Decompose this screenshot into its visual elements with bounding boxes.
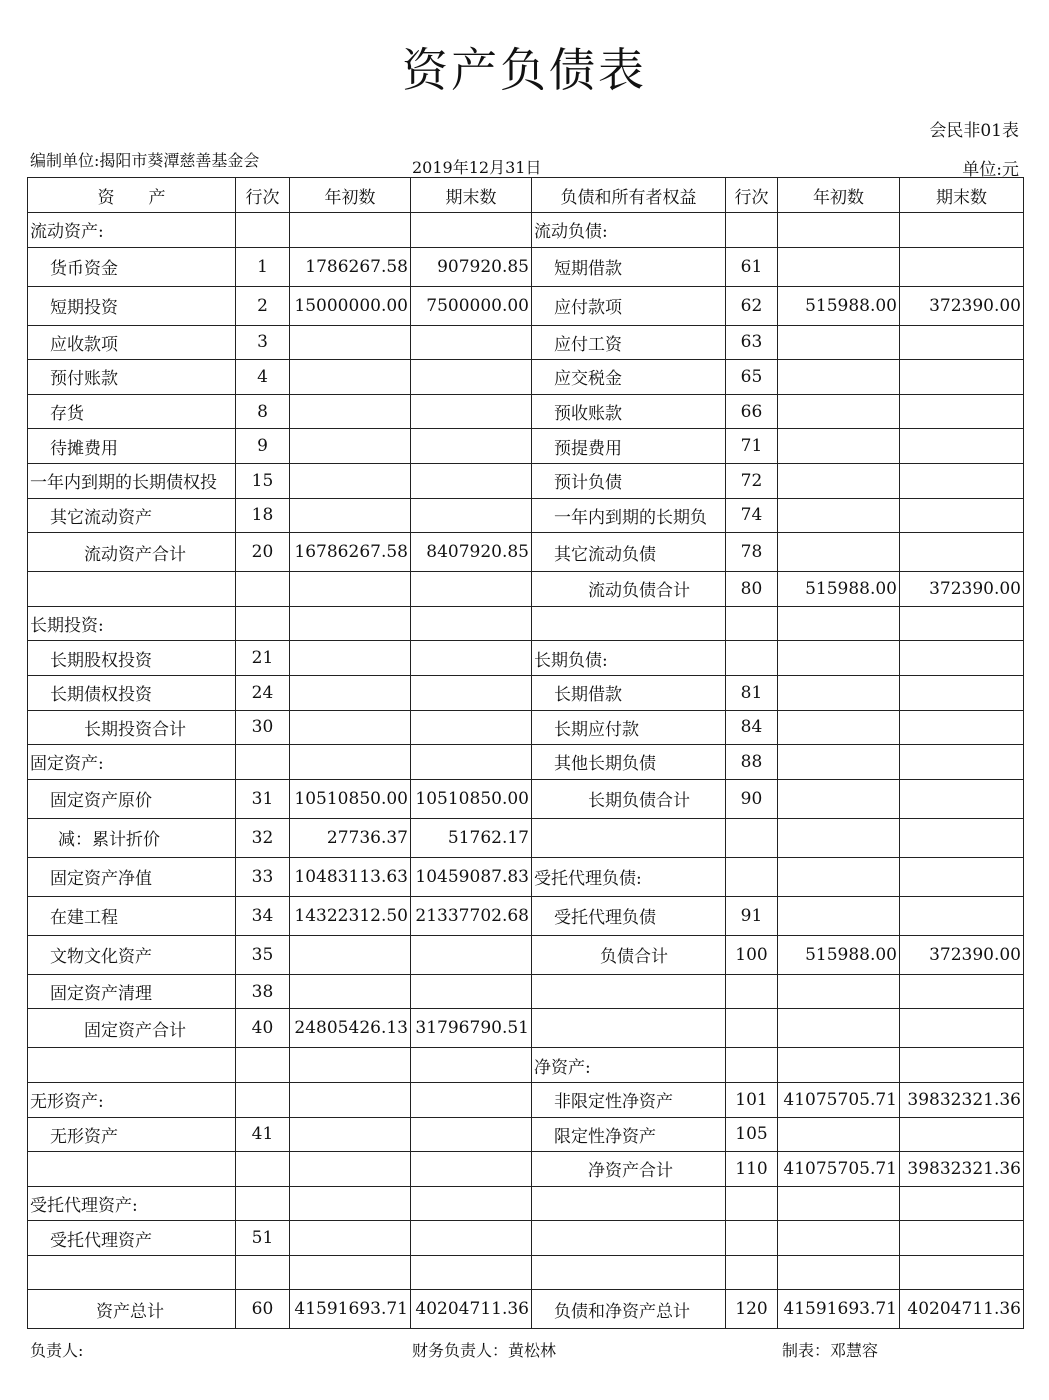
liability-begin-value [778, 974, 900, 1009]
asset-line-no: 18 [236, 498, 290, 533]
asset-end-value [411, 641, 532, 676]
asset-begin-value [290, 1082, 411, 1117]
asset-begin-value [290, 935, 411, 974]
liability-line-no: 71 [726, 429, 778, 464]
table-row [28, 1290, 1024, 1329]
asset-label: 固定资产清理 [28, 974, 236, 1009]
asset-begin-value [290, 1186, 411, 1221]
asset-label [28, 1048, 236, 1083]
liability-label: 流动负债: [532, 213, 726, 248]
liability-line-no: 120 [726, 1290, 778, 1329]
liability-end-value [900, 429, 1024, 464]
liability-label: 一年内到期的长期负 [532, 498, 726, 533]
asset-begin-value [290, 360, 411, 395]
asset-end-value [411, 1082, 532, 1117]
liability-line-no: 81 [726, 675, 778, 710]
liability-begin-value [778, 1009, 900, 1048]
asset-begin-value: 24805426.13 [290, 1009, 411, 1048]
asset-label: 在建工程 [28, 896, 236, 935]
header-end-balance: 期末数 [411, 178, 532, 213]
asset-label: 固定资产净值 [28, 857, 236, 896]
liability-label [532, 1009, 726, 1048]
table-row [28, 429, 1024, 464]
asset-end-value: 907920.85 [411, 247, 532, 286]
asset-line-no [236, 1082, 290, 1117]
table-row [28, 325, 1024, 360]
liability-end-value: 372390.00 [900, 286, 1024, 325]
liability-label: 预提费用 [532, 429, 726, 464]
liability-end-value [900, 710, 1024, 745]
asset-end-value [411, 498, 532, 533]
asset-begin-value: 41591693.71 [290, 1290, 411, 1329]
asset-line-no: 1 [236, 247, 290, 286]
liability-line-no: 110 [726, 1152, 778, 1187]
asset-begin-value [290, 1152, 411, 1187]
asset-line-no: 15 [236, 463, 290, 498]
liability-label: 非限定性净资产 [532, 1082, 726, 1117]
asset-begin-value: 14322312.50 [290, 896, 411, 935]
liability-line-no [726, 213, 778, 248]
liability-begin-value [778, 325, 900, 360]
liability-label [532, 1255, 726, 1290]
liability-end-value [900, 641, 1024, 676]
asset-begin-value: 15000000.00 [290, 286, 411, 325]
asset-begin-value [290, 498, 411, 533]
asset-line-no [236, 1152, 290, 1187]
liability-label: 短期借款 [532, 247, 726, 286]
asset-label: 固定资产原价 [28, 779, 236, 818]
table-row [28, 1255, 1024, 1290]
liability-end-value [900, 463, 1024, 498]
asset-line-no: 60 [236, 1290, 290, 1329]
table-body [28, 213, 1024, 1329]
asset-line-no: 51 [236, 1221, 290, 1256]
liability-line-no [726, 606, 778, 641]
liability-begin-value: 515988.00 [778, 572, 900, 607]
liability-line-no [726, 857, 778, 896]
liability-label: 长期负债合计 [532, 779, 726, 818]
asset-line-no: 41 [236, 1117, 290, 1152]
liability-label: 净资产: [532, 1048, 726, 1083]
asset-end-value: 21337702.68 [411, 896, 532, 935]
asset-end-value [411, 1186, 532, 1221]
liability-end-value [900, 896, 1024, 935]
liability-begin-value [778, 857, 900, 896]
liability-begin-value: 41591693.71 [778, 1290, 900, 1329]
table-row [28, 779, 1024, 818]
asset-begin-value: 27736.37 [290, 818, 411, 857]
liability-begin-value [778, 247, 900, 286]
liability-end-value: 39832321.36 [900, 1082, 1024, 1117]
asset-label: 长期股权投资 [28, 641, 236, 676]
liability-begin-value [778, 360, 900, 395]
liability-begin-value: 41075705.71 [778, 1152, 900, 1187]
liability-end-value [900, 675, 1024, 710]
asset-label: 应收款项 [28, 325, 236, 360]
liability-end-value [900, 974, 1024, 1009]
liability-begin-value [778, 429, 900, 464]
asset-label: 固定资产合计 [28, 1009, 236, 1048]
liability-end-value [900, 1048, 1024, 1083]
liability-line-no: 84 [726, 710, 778, 745]
table-row [28, 857, 1024, 896]
liability-label [532, 818, 726, 857]
liability-end-value [900, 745, 1024, 780]
asset-begin-value [290, 1117, 411, 1152]
liability-end-value [900, 857, 1024, 896]
asset-line-no: 40 [236, 1009, 290, 1048]
liability-label: 长期借款 [532, 675, 726, 710]
liability-end-value: 372390.00 [900, 935, 1024, 974]
liability-label [532, 1186, 726, 1221]
asset-begin-value [290, 1048, 411, 1083]
asset-begin-value [290, 974, 411, 1009]
header-liabilities-equity: 负债和所有者权益 [532, 178, 726, 213]
table-header-row [28, 178, 1024, 213]
liability-end-value [900, 247, 1024, 286]
liability-begin-value: 515988.00 [778, 935, 900, 974]
liability-line-no: 65 [726, 360, 778, 395]
liability-line-no: 62 [726, 286, 778, 325]
footer-finance-officer: 财务负责人：黄松林 [412, 1341, 557, 1360]
asset-end-value [411, 710, 532, 745]
liability-line-no: 66 [726, 394, 778, 429]
table-row [28, 818, 1024, 857]
liability-label [532, 1221, 726, 1256]
header-line-no: 行次 [236, 178, 290, 213]
liability-begin-value [778, 818, 900, 857]
asset-begin-value [290, 675, 411, 710]
liability-end-value [900, 213, 1024, 248]
liability-line-no [726, 974, 778, 1009]
liability-label [532, 974, 726, 1009]
asset-end-value [411, 394, 532, 429]
asset-line-no [236, 572, 290, 607]
asset-begin-value [290, 213, 411, 248]
asset-label [28, 1152, 236, 1187]
liability-end-value: 372390.00 [900, 572, 1024, 607]
table-row [28, 1048, 1024, 1083]
liability-line-no: 72 [726, 463, 778, 498]
liability-begin-value [778, 606, 900, 641]
table-row [28, 935, 1024, 974]
liability-end-value [900, 779, 1024, 818]
asset-label: 固定资产: [28, 745, 236, 780]
asset-label: 一年内到期的长期债权投 [28, 463, 236, 498]
footer-preparer: 制表：邓慧容 [782, 1341, 879, 1360]
liability-line-no: 74 [726, 498, 778, 533]
asset-line-no: 33 [236, 857, 290, 896]
asset-label: 流动资产合计 [28, 533, 236, 572]
liability-end-value [900, 1186, 1024, 1221]
liability-begin-value [778, 498, 900, 533]
header-assets: 资 产 [28, 178, 236, 213]
liability-label: 应付工资 [532, 325, 726, 360]
liability-line-no [726, 1221, 778, 1256]
liability-end-value [900, 325, 1024, 360]
liability-label: 预计负债 [532, 463, 726, 498]
asset-end-value [411, 325, 532, 360]
table-row [28, 1009, 1024, 1048]
asset-end-value [411, 1048, 532, 1083]
liability-begin-value: 515988.00 [778, 286, 900, 325]
asset-label: 无形资产: [28, 1082, 236, 1117]
liability-line-no: 78 [726, 533, 778, 572]
table-row [28, 1117, 1024, 1152]
asset-begin-value: 10483113.63 [290, 857, 411, 896]
asset-end-value [411, 463, 532, 498]
liability-line-no [726, 1255, 778, 1290]
asset-line-no [236, 606, 290, 641]
liability-label: 其它流动负债 [532, 533, 726, 572]
asset-end-value [411, 606, 532, 641]
asset-end-value [411, 974, 532, 1009]
liability-line-no: 101 [726, 1082, 778, 1117]
asset-line-no: 24 [236, 675, 290, 710]
table-row [28, 1082, 1024, 1117]
asset-label: 受托代理资产: [28, 1186, 236, 1221]
asset-label: 无形资产 [28, 1117, 236, 1152]
liability-begin-value [778, 710, 900, 745]
asset-label: 长期投资: [28, 606, 236, 641]
asset-line-no: 30 [236, 710, 290, 745]
table-row [28, 675, 1024, 710]
asset-label: 减：累计折价 [28, 818, 236, 857]
liability-line-no [726, 1186, 778, 1221]
liability-label: 限定性净资产 [532, 1117, 726, 1152]
liability-line-no [726, 818, 778, 857]
asset-begin-value [290, 745, 411, 780]
asset-end-value: 40204711.36 [411, 1290, 532, 1329]
table-row [28, 641, 1024, 676]
asset-begin-value [290, 641, 411, 676]
liability-begin-value [778, 745, 900, 780]
liability-end-value [900, 606, 1024, 641]
asset-end-value [411, 1255, 532, 1290]
asset-line-no: 2 [236, 286, 290, 325]
liability-label: 长期应付款 [532, 710, 726, 745]
liability-end-value [900, 360, 1024, 395]
liability-line-no: 90 [726, 779, 778, 818]
liability-end-value [900, 1255, 1024, 1290]
asset-end-value [411, 1152, 532, 1187]
asset-label: 待摊费用 [28, 429, 236, 464]
report-date: 2019年12月31日 [412, 158, 542, 177]
liability-label: 长期负债: [532, 641, 726, 676]
liability-label: 应交税金 [532, 360, 726, 395]
asset-line-no: 34 [236, 896, 290, 935]
table-row [28, 286, 1024, 325]
asset-label: 预付账款 [28, 360, 236, 395]
footer-leader: 负责人: [30, 1341, 84, 1360]
asset-end-value [411, 745, 532, 780]
liability-label: 受托代理负债: [532, 857, 726, 896]
liability-begin-value [778, 779, 900, 818]
liability-end-value [900, 1009, 1024, 1048]
asset-begin-value [290, 463, 411, 498]
liability-begin-value [778, 896, 900, 935]
asset-begin-value: 1786267.58 [290, 247, 411, 286]
asset-begin-value: 10510850.00 [290, 779, 411, 818]
liability-line-no [726, 641, 778, 676]
asset-line-no: 35 [236, 935, 290, 974]
table-row [28, 745, 1024, 780]
asset-begin-value [290, 710, 411, 745]
asset-line-no [236, 213, 290, 248]
asset-line-no [236, 745, 290, 780]
asset-label [28, 572, 236, 607]
balance-sheet-table [27, 177, 1024, 1329]
liability-end-value [900, 1221, 1024, 1256]
asset-line-no: 8 [236, 394, 290, 429]
liability-line-no [726, 1048, 778, 1083]
liability-end-value [900, 394, 1024, 429]
table-row [28, 896, 1024, 935]
liability-line-no [726, 1009, 778, 1048]
asset-line-no: 31 [236, 779, 290, 818]
asset-end-value: 10510850.00 [411, 779, 532, 818]
asset-end-value [411, 360, 532, 395]
table-row [28, 572, 1024, 607]
asset-end-value [411, 1221, 532, 1256]
liability-begin-value [778, 641, 900, 676]
liability-line-no: 61 [726, 247, 778, 286]
asset-end-value: 8407920.85 [411, 533, 532, 572]
asset-line-no [236, 1186, 290, 1221]
asset-end-value [411, 213, 532, 248]
asset-line-no [236, 1255, 290, 1290]
asset-begin-value: 16786267.58 [290, 533, 411, 572]
liability-label: 其他长期负债 [532, 745, 726, 780]
asset-begin-value [290, 606, 411, 641]
asset-begin-value [290, 1255, 411, 1290]
asset-line-no: 32 [236, 818, 290, 857]
liability-line-no: 80 [726, 572, 778, 607]
header-begin-balance: 年初数 [290, 178, 411, 213]
header-line-no: 行次 [726, 178, 778, 213]
asset-label: 长期投资合计 [28, 710, 236, 745]
asset-label: 存货 [28, 394, 236, 429]
table-row [28, 533, 1024, 572]
table-row [28, 394, 1024, 429]
asset-label: 其它流动资产 [28, 498, 236, 533]
asset-line-no: 38 [236, 974, 290, 1009]
liability-label [532, 606, 726, 641]
asset-end-value [411, 1117, 532, 1152]
reporting-organization: 编制单位:揭阳市葵潭慈善基金会 [30, 151, 260, 170]
asset-end-value [411, 572, 532, 607]
asset-end-value [411, 675, 532, 710]
liability-end-value [900, 1117, 1024, 1152]
table-row [28, 498, 1024, 533]
liability-label: 受托代理负债 [532, 896, 726, 935]
liability-begin-value: 41075705.71 [778, 1082, 900, 1117]
liability-begin-value [778, 675, 900, 710]
liability-line-no: 91 [726, 896, 778, 935]
asset-line-no: 4 [236, 360, 290, 395]
currency-unit: 单位:元 [962, 160, 1019, 180]
liability-label: 净资产合计 [532, 1152, 726, 1187]
asset-end-value: 10459087.83 [411, 857, 532, 896]
asset-label: 货币资金 [28, 247, 236, 286]
asset-end-value: 31796790.51 [411, 1009, 532, 1048]
table-row [28, 360, 1024, 395]
table-row [28, 247, 1024, 286]
asset-begin-value [290, 394, 411, 429]
header-begin-balance: 年初数 [778, 178, 900, 213]
table-row [28, 710, 1024, 745]
asset-end-value: 7500000.00 [411, 286, 532, 325]
asset-label: 短期投资 [28, 286, 236, 325]
liability-end-value: 39832321.36 [900, 1152, 1024, 1187]
page-title: 资产负债表 [402, 43, 647, 97]
liability-line-no: 63 [726, 325, 778, 360]
liability-begin-value [778, 463, 900, 498]
asset-label: 长期债权投资 [28, 675, 236, 710]
liability-begin-value [778, 1255, 900, 1290]
liability-label: 预收账款 [532, 394, 726, 429]
table-row [28, 606, 1024, 641]
table-row [28, 1186, 1024, 1221]
asset-label: 文物文化资产 [28, 935, 236, 974]
liability-begin-value [778, 1186, 900, 1221]
asset-end-value: 51762.17 [411, 818, 532, 857]
liability-line-no: 88 [726, 745, 778, 780]
asset-label: 流动资产: [28, 213, 236, 248]
liability-label: 负债和净资产总计 [532, 1290, 726, 1329]
liability-end-value [900, 498, 1024, 533]
asset-begin-value [290, 325, 411, 360]
liability-end-value: 40204711.36 [900, 1290, 1024, 1329]
asset-label [28, 1255, 236, 1290]
liability-begin-value [778, 213, 900, 248]
liability-line-no: 105 [726, 1117, 778, 1152]
asset-begin-value [290, 572, 411, 607]
header-end-balance: 期末数 [900, 178, 1024, 213]
table-row [28, 463, 1024, 498]
asset-end-value [411, 935, 532, 974]
liability-line-no: 100 [726, 935, 778, 974]
table-row [28, 213, 1024, 248]
liability-end-value [900, 533, 1024, 572]
table-row [28, 1221, 1024, 1256]
asset-line-no: 21 [236, 641, 290, 676]
asset-label: 受托代理资产 [28, 1221, 236, 1256]
asset-begin-value [290, 1221, 411, 1256]
liability-begin-value [778, 394, 900, 429]
liability-label: 负债合计 [532, 935, 726, 974]
liability-begin-value [778, 1117, 900, 1152]
asset-label: 资产总计 [28, 1290, 236, 1329]
liability-begin-value [778, 1221, 900, 1256]
asset-line-no [236, 1048, 290, 1083]
liability-label: 流动负债合计 [532, 572, 726, 607]
table-row [28, 1152, 1024, 1187]
asset-line-no: 20 [236, 533, 290, 572]
liability-begin-value [778, 1048, 900, 1083]
table-row [28, 974, 1024, 1009]
asset-line-no: 3 [236, 325, 290, 360]
asset-end-value [411, 429, 532, 464]
asset-line-no: 9 [236, 429, 290, 464]
form-code: 会民非01表 [929, 121, 1019, 141]
liability-label: 应付款项 [532, 286, 726, 325]
liability-begin-value [778, 533, 900, 572]
liability-end-value [900, 818, 1024, 857]
asset-begin-value [290, 429, 411, 464]
